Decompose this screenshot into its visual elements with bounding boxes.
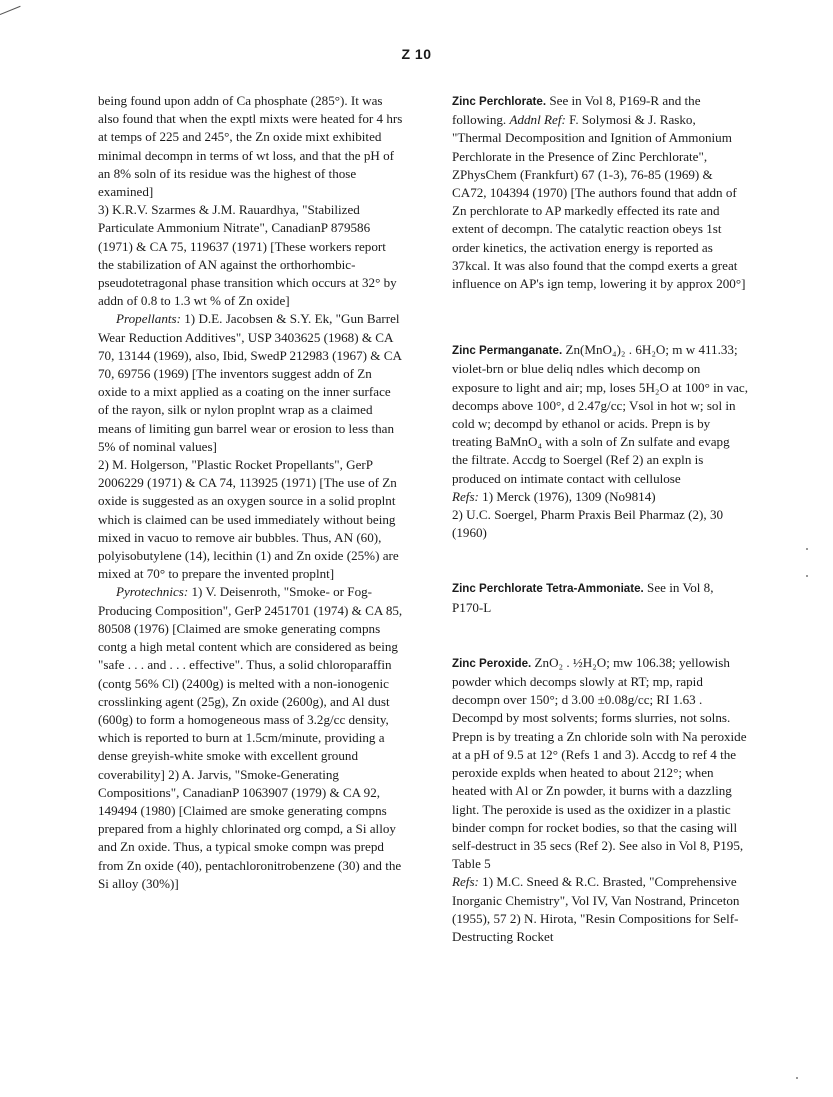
paragraph-intro: being found upon addn of Ca phosphate (285°). It was also found that when the exptl mixts were heated for 4 hrs at temps of 225 and 245°, the Zn oxide mixt exhibited minimal decompn in terms of wt loss, and that the pH of an 8% soln of its residue was the highest of those examined] (98, 93, 403, 200)
propellants-section (98, 310, 404, 456)
scan-corner-mark (0, 6, 21, 15)
page-number: Z 10 (401, 46, 432, 62)
propellants-text: 1) D.E. Jacobsen & S.Y. Ek, "Gun Barrel Wear Reduction Additives", USP 3403625 (1968) & CA 70, 13144 (1969), also, Ibid, SwedP 212983 (1967) & CA 70, 69756 (1969) [The inventors suggest addn of Zn oxide to a mixt applied as a coating on the inner surface of the rayon, silk or nylon proplnt wrap as a claimed means of limiting gun barrel wear or erosion to less than 5% of nominal values] (98, 311, 402, 454)
propellants-ref-2: 2) M. Holgerson, "Plastic Rocket Propellants", GerP 2006229 (1971) & CA 74, 113925 (1971) [The use of Zn oxide is suggested as an oxygen source in a solid proplnt which is claimed can be used immediately without being mixed in vacuo to remove air bubbles. Thus, AN (60), polyisobutylene (14), lecithin (1) and Zn oxide (25%) are mixed at 70° to prepare the invented proplnt] (98, 457, 399, 582)
heading-zinc-peroxide: Zinc Peroxide. (452, 656, 532, 670)
right-column (452, 92, 748, 946)
heading-zinc-perchlorate-tetraammoniate: Zinc Perchlorate Tetra-Ammoniate. (452, 582, 644, 596)
pyrotechnics-text: 1) V. Deisenroth, "Smoke- or Fog-Producing Composition", GerP 2451701 (1974) & CA 85, 80508 (1976) [Claimed are smoke generating compns contg a high metal content which are considered as being "safe . . . and . . . effective". Thus, a solid chloroparaffin (contg 56% Cl) (2400g) is melted with a non-ionogenic crosslinking agent (25g), Zn oxide (2600g), and Al dust (600g) to form a homogeneous mass of 3.2g/cc density, which is reported to burn at 1.5cm/minute, providing a dense greyish-white smoke with excellent ground coverability] 2) A. Jarvis, "Smoke-Generating Compositions", CanadianP 1063907 (1979) & CA 92, 149494 (1980) [Claimed are smoke generating compns prepared from a highly chlorinated org compd, a Si alloy and Zn oxide. Thus, a typical smoke compn was prepd from Zn oxide (40), pentachloronitrobenzene (30) and the Si alloy (30%)] (98, 584, 403, 891)
heading-zinc-perchlorate: Zinc Perchlorate. (452, 95, 547, 108)
left-column (98, 92, 404, 893)
entry-spacer (452, 542, 748, 579)
permanganate-ref-2: 2) U.C. Soergel, Pharm Praxis Beil Pharmaz (2), 30 (1960) (452, 507, 724, 541)
entry-spacer (452, 293, 748, 341)
addnl-ref-label: Addnl Ref: (509, 112, 566, 128)
pyrotechnics-label: Pyrotechnics: (116, 584, 189, 600)
addnl-ref-text: F. Solymosi & J. Rasko, "Thermal Decomposition and Ignition of Ammonium Perchlorate in the Presence of Zinc Perchlorate", ZPhysChem (Frankfurt) 67 (1-3), 76-85 (1969) & CA72, 104394 (1970) [The authors found that addn of Zn perchlorate to AP markedly effected its rate and extent of decompn. The catalytic reaction obeys 1st order kinetics, the activation energy is reported as 37kcal. It was also found that the compd exerts a great influence on AP's ign temp, lowering it by approx 200°] (452, 112, 746, 292)
zinc-perchlorate-text: See in Vol 8, P169-R and the following. (452, 93, 701, 128)
permanganate-refs (452, 488, 748, 506)
entry-zinc-peroxide (452, 654, 748, 873)
paragraph-ref-3: 3) K.R.V. Szarmes & J.M. Rauardhya, "Stabilized Particulate Ammonium Nitrate", CanadianP 879586 (1971) & CA 75, 119637 (1971) [These workers report the stabilization of AN against the orthorhombic-pseudotetragonal phase transition which occurs at 32° by addn of 0.8 to 1.3 wt % of Zn oxide] (98, 202, 397, 309)
scan-speck (796, 1077, 798, 1079)
scan-speck (806, 548, 808, 550)
peroxide-refs (452, 873, 748, 946)
entry-zinc-perchlorate (452, 92, 748, 293)
peroxide-refs-label: Refs: (452, 874, 479, 890)
entry-spacer (452, 617, 748, 654)
entry-zinc-permanganate (452, 341, 748, 488)
zinc-permanganate-text: Zn(MnO₄)₂ . 6H₂O; m w 411.33; violet-brn or blue deliq ndles which decomp on exposure to light and air; mp, loses 5H₂O at 100° in vac, decomps above 100°, d 2.47g/cc; Vsol in hot w; sol in cold w; decompd by ethanol or acids. Prepn is by treating BaMnO₄ with a soln of Zn sulfate and evapg the filtrate. Accdg to Soergel (Ref 2) an expln is produced on intimate contact with cellulose (452, 342, 748, 486)
zinc-peroxide-text: ZnO₂ . ½H₂O; mw 106.38; yellowish powder which decomps slowly at RT; mp, rapid decompn over 150°; d 3.00 ±0.08g/cc; RI 1.63 . Decompd by most solvents; forms slurries, not solns. Prepn is by treating a Zn chloride soln with Na peroxide at a pH of 9.5 at 12° (Refs 1 and 3). Accdg to ref 4 the peroxide explds when heated to about 212°; when heated with Al or Zn powder, it burns with a dazzling light. The peroxide is used as the oxidizer in a plastic binder compn for rocket bodies, so that the casing will self-destruct in 35 secs (Ref 2). See also in Vol 8, P195, Table 5 (452, 654, 747, 872)
heading-zinc-permanganate: Zinc Permanganate. (452, 344, 563, 358)
permanganate-ref-1: 1) Merck (1976), 1309 (No9814) (478, 488, 656, 504)
pyrotechnics-section (98, 583, 404, 892)
entry-zinc-perchlorate-tetraammoniate (452, 579, 748, 616)
tetraammoniate-text: See in Vol 8, P170-L (452, 580, 714, 615)
scan-speck (806, 575, 808, 577)
permanganate-refs-label: Refs: (452, 488, 479, 504)
peroxide-refs-text: 1) M.C. Sneed & R.C. Brasted, "Comprehensive Inorganic Chemistry", Vol IV, Van Nostrand, Princeton (1955), 57 2) N. Hirota, "Resin Compositions for Self-Destructing Rocket (452, 874, 740, 944)
propellants-label: Propellants: (116, 311, 181, 327)
